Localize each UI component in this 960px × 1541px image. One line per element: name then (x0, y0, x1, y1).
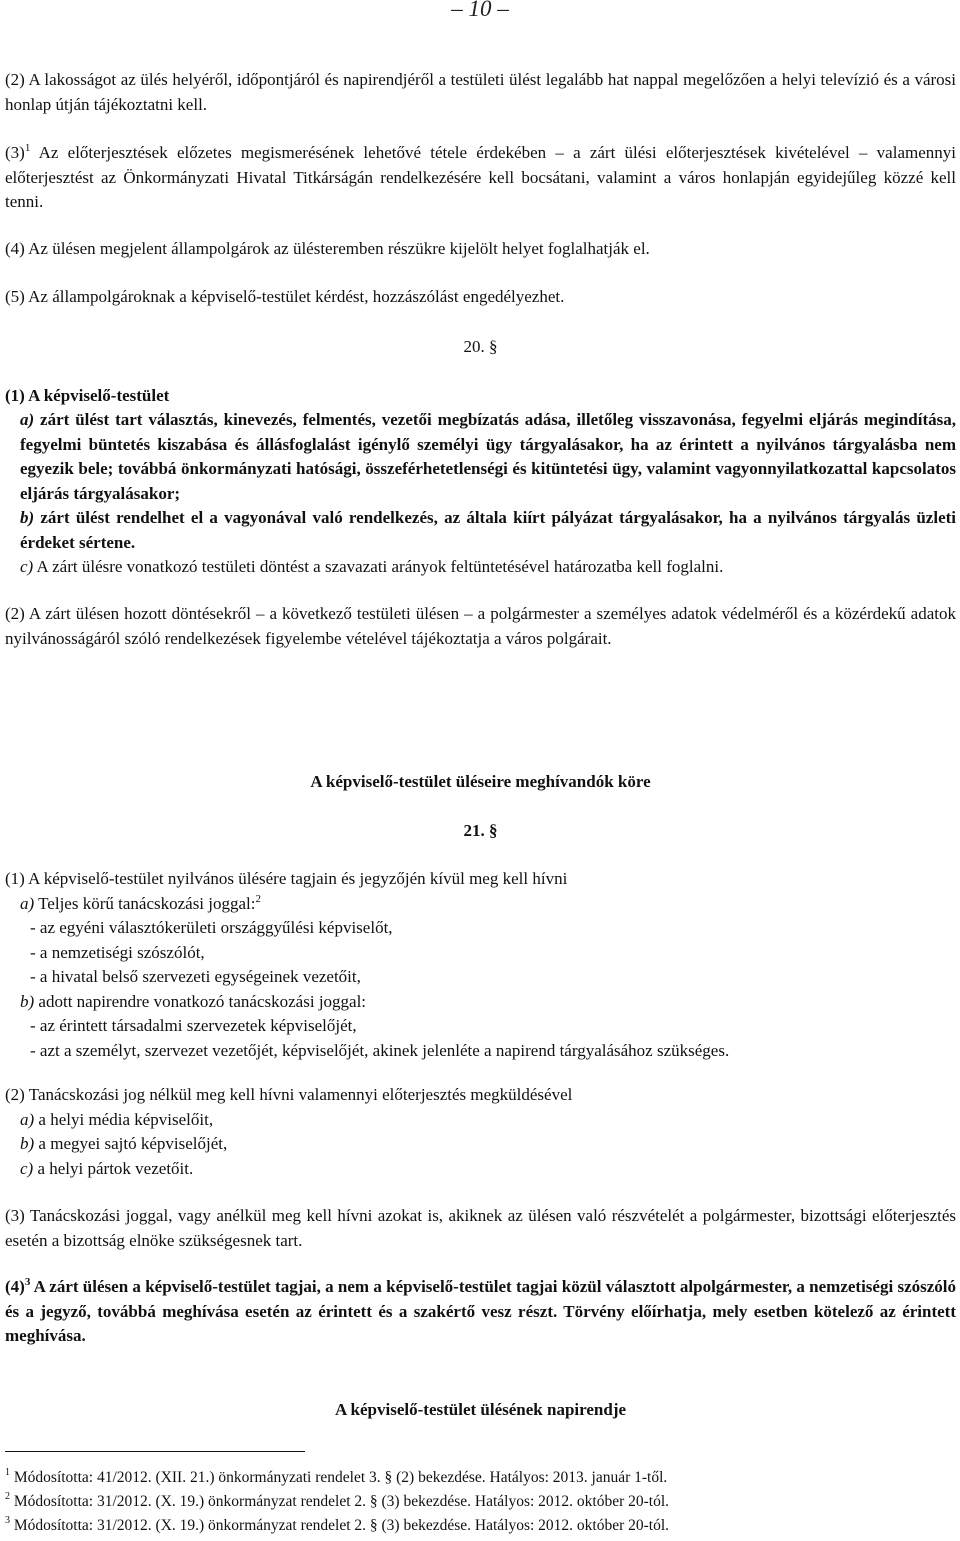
footnote-ref-3[interactable]: 3 (24, 1276, 31, 1288)
paragraph-2: (2) A lakosságot az ülés helyéről, időpontjáról és napirendjéről a testületi ülést legalább hat nappal megelőzően a helyi televízió és a városi honlap útján tájékoztatni kell. (5, 70, 956, 114)
footnote-2: $^2$ Módosította: 31/2012. (X. 19.) önkormányzat rendelet 2. § (3) bekezdése. Hatályos: 2012. október 20-tól. (5, 1491, 670, 1510)
paragraph-5: (5) Az állampolgároknak a képviselő-testület kérdést, hozzászólást engedélyezhet. (5, 287, 565, 306)
list-item: a) a helyi média képviselőit, (20, 1109, 214, 1129)
section-21-item-b: b) adott napirendre vonatkozó tanácskozási joggal: (20, 991, 367, 1011)
footnote-3: $^3$ Módosította: 31/2012. (X. 19.) önkormányzat rendelet 2. § (3) bekezdése. Hatályos: 2012. október 20-tól. (5, 1515, 670, 1534)
section-20-item-c: c) A zárt ülésre vonatkozó testületi döntést a szavazati arányok feltüntetésével határozatba kell foglalni. (20, 557, 724, 576)
section-21-p1-head: (1) A képviselő-testület nyilvános ülésére tagjain és jegyzőjén kívül meg kell hívni (5, 869, 568, 888)
section-21-title: 21. § (463, 821, 498, 840)
page-number: – 10 – (451, 0, 509, 21)
list-item: - a hivatal belső szervezeti egységeinek vezetőit, (30, 967, 361, 986)
section-20-paragraph-2: (2) A zárt ülésen hozott döntésekről – a következő testületi ülésen – a polgármester a személyes adatok védelméről és a közérdekű adatok nyilvánosságáról szóló rendelkezések figyelembe vételével tájékoztatja a város polgárait. (5, 604, 956, 648)
section-21-paragraph-4: $(4)^3$ A zárt ülésen a képviselő-testület tagjai, a nem a képviselő-testület tagjai közül választott alpolgármester, a nemzetiségi szószóló és a jegyző, továbbá meghívása esetén az érintett és a szakértő vesz részt. Törvény előírhatja, mely esetben kötelező az érintett meghívása. (5, 1276, 956, 1345)
list-item: c) a helyi pártok vezetőit. (20, 1158, 194, 1178)
list-item: - azt a személyt, szervezet vezetőjét, képviselőjét, akinek jelenléte a napirend tárgyalásához szükséges. (30, 1040, 730, 1060)
heading-agenda: A képviselő-testület ülésének napirendje (334, 1400, 627, 1419)
section-21-paragraph-1 (5, 867, 956, 1063)
section-20-item-b: b) zárt ülést rendelhet el a vagyonával való rendelkezés, az általa kiírt pályázat tárgyalásakor, ha a nyilvános tárgyalás üzleti érdeket sértene. (20, 508, 956, 552)
list-item: - az érintett társadalmi szervezetek képviselőjét, (30, 1016, 357, 1035)
list-item: - az egyéni választókerületi országgyűlési képviselőt, (30, 918, 393, 937)
section-20-item-a: a) zárt ülést tart választás, kinevezés, felmentés, vezetői megbízatás adása, illetőleg visszavonása, fegyelmi eljárás megindítása, fegyelmi büntetés kiszabása és állásfoglalást igénylő személyi ügy tárgyalásakor, ha az érintett a nyilvános tárgyalásba nem egyezik bele; továbbá önkormányzati hatósági, összeférhetetlenségi és kitüntetési ügy, valamint vagyonnyilatkozattal kapcsolatos eljárás tárgyalásakor; (20, 410, 956, 503)
paragraph-3: $(3)^1$ Az előterjesztések előzetes megismerésének lehetővé tétele érdekében – a zárt ülési előterjesztések kivételével – valamennyi előterjesztést az Önkormányzati Hivatal Titkárságán rendelkezésére kell bocsátani, valamint a város honlapján egyidejűleg közzé kell tenni. (5, 142, 956, 211)
footnote-1: $^1$ Módosította: 41/2012. (XII. 21.) önkormányzati rendelet 3. § (2) bekezdése. Hatályos: 2013. január 1-től. (5, 1467, 668, 1486)
footnote-ref-1[interactable]: 1 (24, 142, 31, 154)
list-item: b) a megyei sajtó képviselőjét, (20, 1134, 228, 1153)
footnote-divider (5, 1451, 305, 1452)
paragraph-4: (4) Az ülésen megjelent állampolgárok az ülésteremben részükre kijelölt helyet foglalhatják el. (5, 239, 650, 258)
footnote-ref-2[interactable]: 2 (255, 892, 261, 905)
section-21-p2-head: (2) Tanácskozási jog nélkül meg kell hívni valamennyi előterjesztés megküldésével (5, 1085, 573, 1104)
section-20-p1-head: (1) A képviselő-testület (5, 386, 170, 405)
section-20-title: 20. § (463, 337, 498, 356)
heading-invitees: A képviselő-testület üléseire meghívandók köre (310, 772, 651, 791)
section-21-paragraph-3: (3) Tanácskozási joggal, vagy anélkül meg kell hívni azokat is, akiknek az ülésen való részvételét a polgármester, bizottsági előterjesztés esetén a bizottság elnöke szükségesnek tart. (5, 1206, 956, 1250)
section-21-paragraph-2 (5, 1083, 956, 1181)
list-item: - a nemzetiségi szószólót, (30, 942, 205, 962)
section-21-item-a: a) Teljes körű tanácskozási joggal:$^2$ (20, 892, 261, 913)
